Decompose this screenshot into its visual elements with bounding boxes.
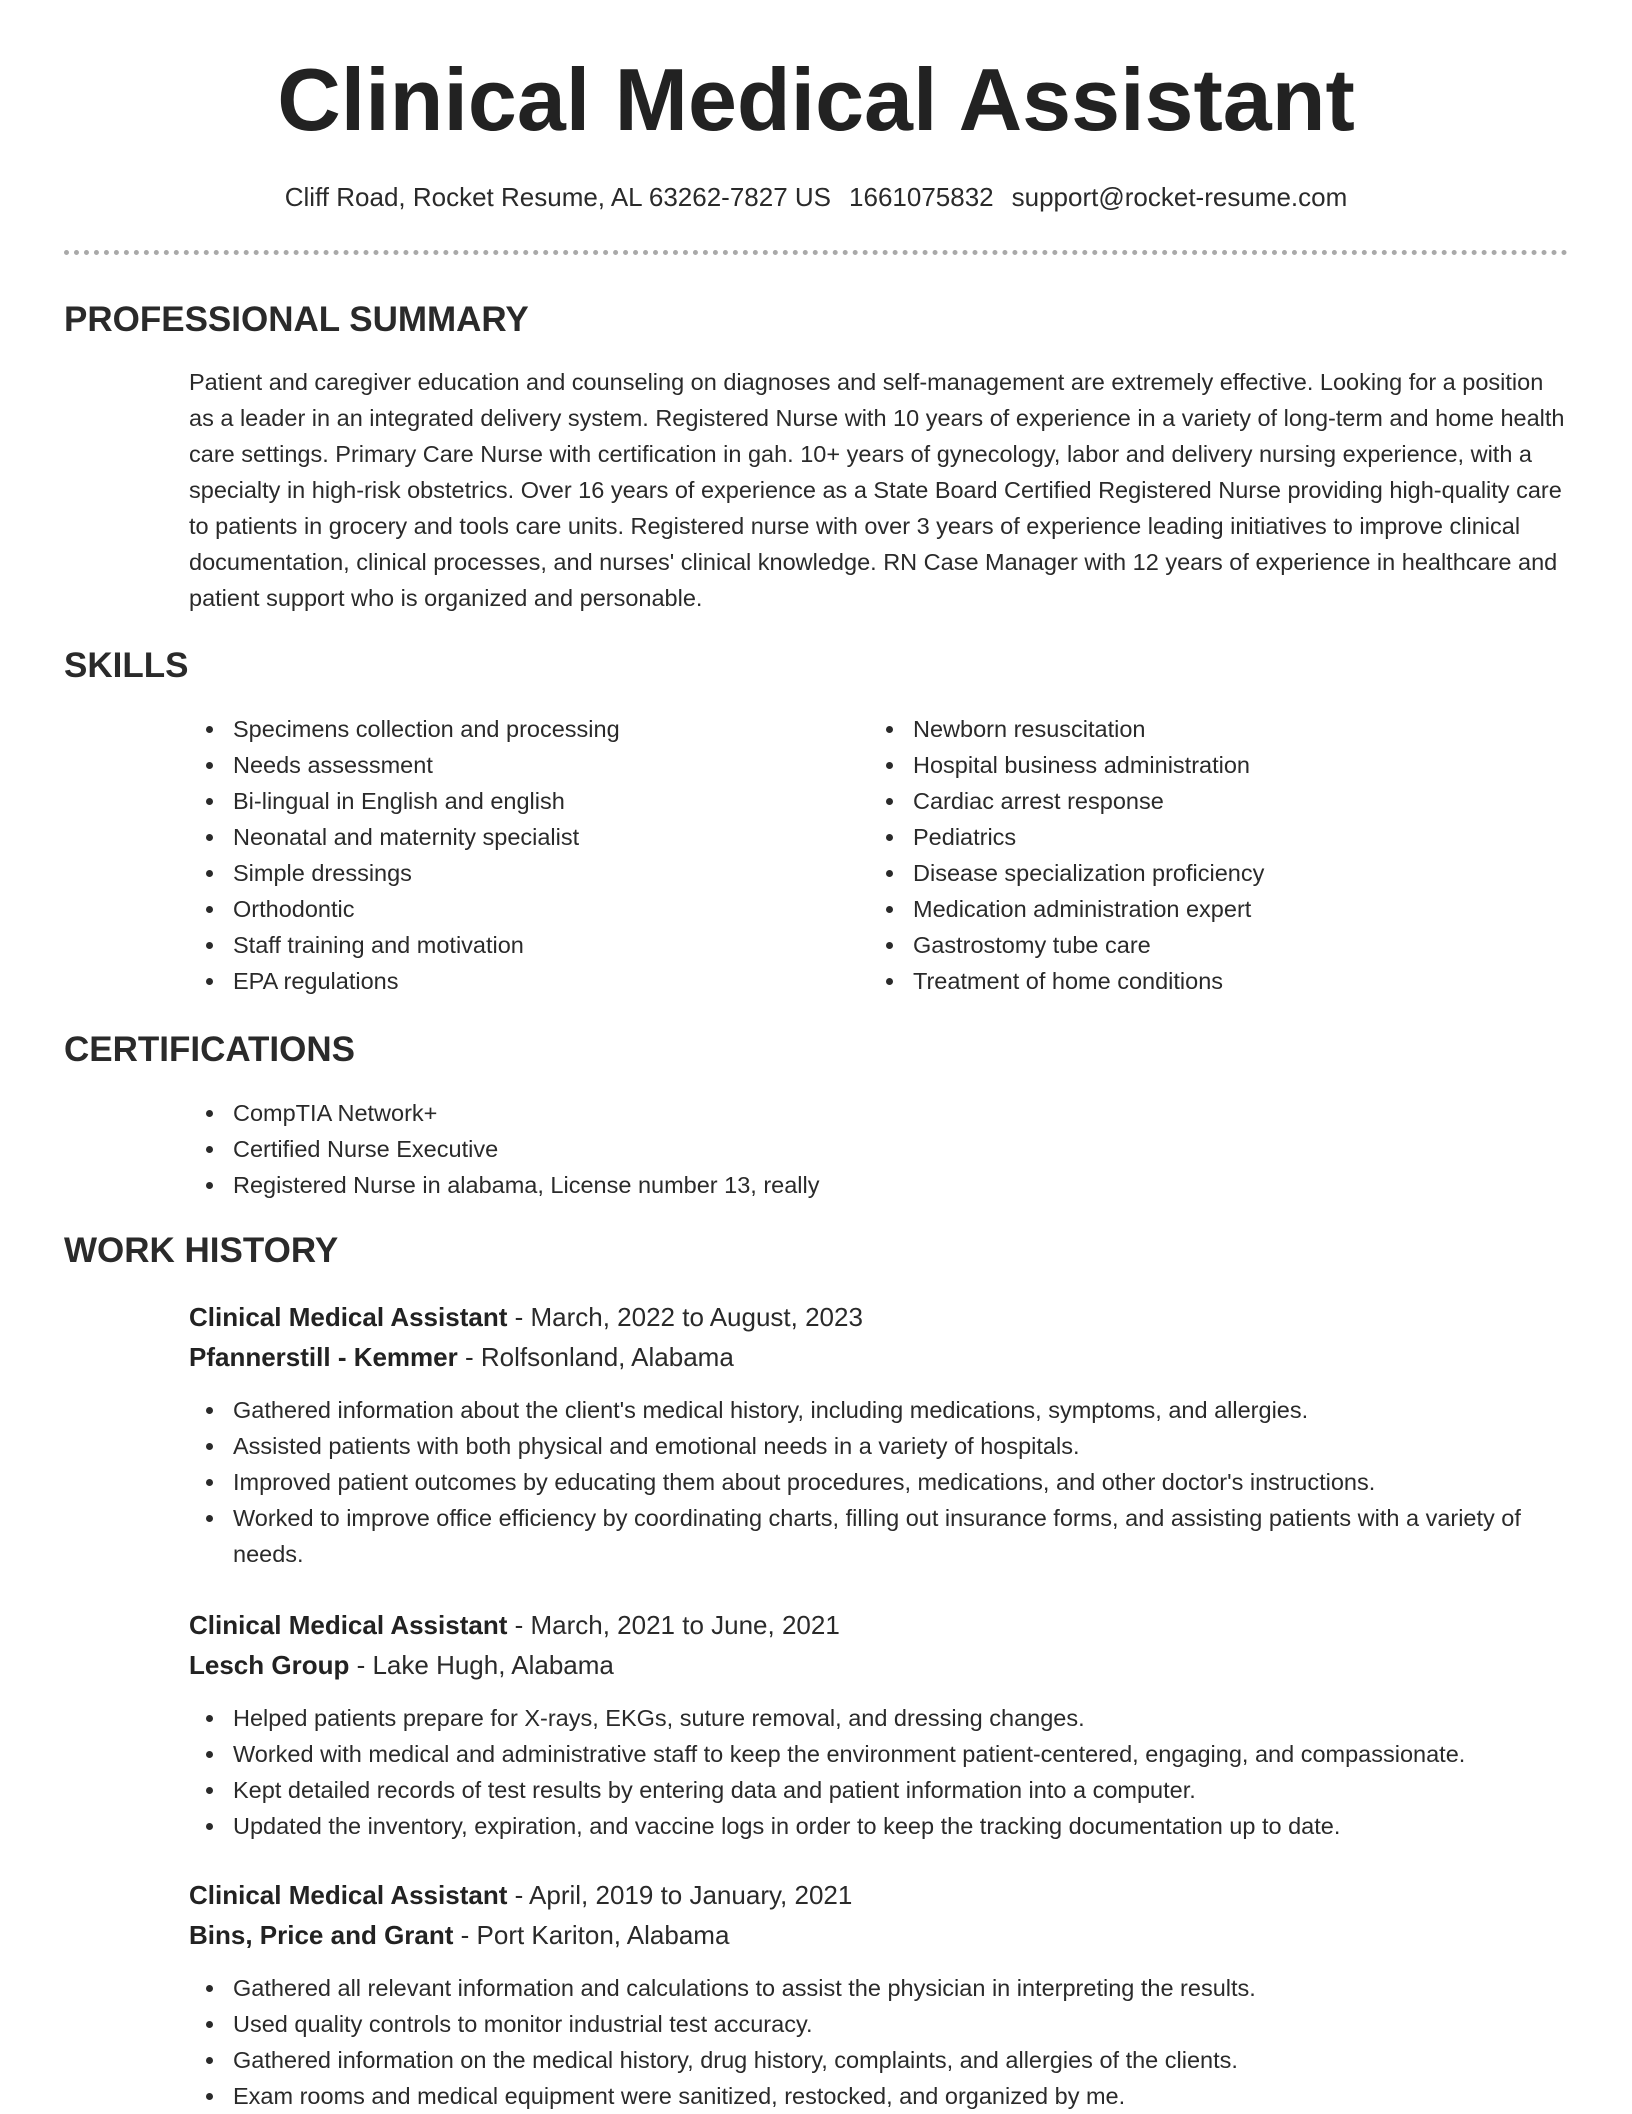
job-duty-item: Updated the inventory, expiration, and vaccine logs in order to keep the tracking documentation up to date. [189,1808,1569,1844]
skill-item: Treatment of home conditions [869,963,1529,999]
skill-item: Needs assessment [189,747,849,783]
contact-line [0,182,1632,213]
skills-list-right [869,711,1529,999]
job-company-line [189,1339,734,1375]
summary-heading: PROFESSIONAL SUMMARY [64,300,529,339]
job-duty-item: Exam rooms and medical equipment were sanitized, restocked, and organized by me. [189,2078,1569,2114]
job-duty-item: Gathered information on the medical history, drug history, complaints, and allergies of the clients. [189,2042,1569,2078]
skill-item: Orthodontic [189,891,849,927]
job-duty-item: Worked with medical and administrative staff to keep the environment patient-centered, engaging, and compassionate. [189,1736,1569,1772]
work-history-heading: WORK HISTORY [64,1231,339,1270]
resume-name: Clinical Medical Assistant [277,50,1355,149]
job-title-line [189,1877,852,1913]
certification-item: Registered Nurse in alabama, License number 13, really [189,1167,1569,1203]
skill-item: Disease specialization proficiency [869,855,1529,891]
job-duty-item: Worked to improve office efficiency by coordinating charts, filling out insurance forms, and assisting patients with a variety of needs. [189,1500,1569,1572]
skill-item: Neonatal and maternity specialist [189,819,849,855]
skill-item: Pediatrics [869,819,1529,855]
job-role: Clinical Medical Assistant [189,1302,508,1332]
skill-item: Newborn resuscitation [869,711,1529,747]
skill-item: Simple dressings [189,855,849,891]
skill-item: Hospital business administration [869,747,1529,783]
job-company-line [189,1647,614,1683]
job-dates: - March, 2021 to June, 2021 [507,1610,840,1640]
job-role: Clinical Medical Assistant [189,1880,508,1910]
job-duty-item: Gathered information about the client's medical history, including medications, symptoms, and allergies. [189,1392,1569,1428]
job-location: - Lake Hugh, Alabama [349,1650,614,1680]
skill-item: Gastrostomy tube care [869,927,1529,963]
skill-item: Medication administration expert [869,891,1529,927]
certifications-list [189,1095,1569,1203]
certifications-heading: CERTIFICATIONS [64,1030,356,1069]
job-duty-item: Gathered all relevant information and calculations to assist the physician in interpreting the results. [189,1970,1569,2006]
job-dates: - March, 2022 to August, 2023 [507,1302,863,1332]
skills-list-left [189,711,849,999]
job-location: - Rolfsonland, Alabama [457,1342,734,1372]
job-title-line [189,1299,863,1335]
job-company: Bins, Price and Grant [189,1920,454,1950]
certification-item: CompTIA Network+ [189,1095,1569,1131]
skills-heading: SKILLS [64,646,189,685]
contact-address: Cliff Road, Rocket Resume, AL 63262-7827 US [284,182,832,212]
skill-item: Cardiac arrest response [869,783,1529,819]
job-duties-list [189,1700,1569,1844]
skill-item: Specimens collection and processing [189,711,849,747]
job-company: Pfannerstill - Kemmer [189,1342,458,1372]
job-title-line [189,1607,840,1643]
summary-text: Patient and caregiver education and counseling on diagnoses and self-management are extremely effective. Looking for a position as a leader in an integrated delivery system. Registered Nurse with 10 years of experience in a variety of long-term and home health care settings. Primary Care Nurse with certification in gah. 10+ years of gynecology, labor and delivery nursing experience, with a specialty in high-risk obstetrics. Over 16 years of experience as a State Board Certified Registered Nurse providing high-quality care to patients in grocery and tools care units. Registered nurse with over 3 years of experience leading initiatives to improve clinical documentation, clinical processes, and nurses' clinical knowledge. RN Case Manager with 12 years of experience in healthcare and patient support who is organized and personable. [189,369,1565,611]
job-duties-list [189,1392,1569,1572]
contact-email[interactable]: support@rocket-resume.com [1011,182,1348,212]
job-duty-item: Assisted patients with both physical and emotional needs in a variety of hospitals. [189,1428,1569,1464]
contact-phone: 1661075832 [849,182,994,212]
job-company-line [189,1917,729,1953]
job-role: Clinical Medical Assistant [189,1610,508,1640]
skill-item: Staff training and motivation [189,927,849,963]
job-duty-item: Helped patients prepare for X-rays, EKGs, suture removal, and dressing changes. [189,1700,1569,1736]
job-location: - Port Kariton, Alabama [453,1920,730,1950]
skill-item: Bi-lingual in English and english [189,783,849,819]
job-duty-item: Kept detailed records of test results by entering data and patient information into a computer. [189,1772,1569,1808]
skill-item: EPA regulations [189,963,849,999]
certification-item: Certified Nurse Executive [189,1131,1569,1167]
job-duties-list [189,1970,1569,2114]
job-duty-item: Used quality controls to monitor industrial test accuracy. [189,2006,1569,2042]
header-divider [64,250,1568,255]
job-dates: - April, 2019 to January, 2021 [507,1880,853,1910]
job-duty-item: Improved patient outcomes by educating them about procedures, medications, and other doctor's instructions. [189,1464,1569,1500]
job-company: Lesch Group [189,1650,350,1680]
